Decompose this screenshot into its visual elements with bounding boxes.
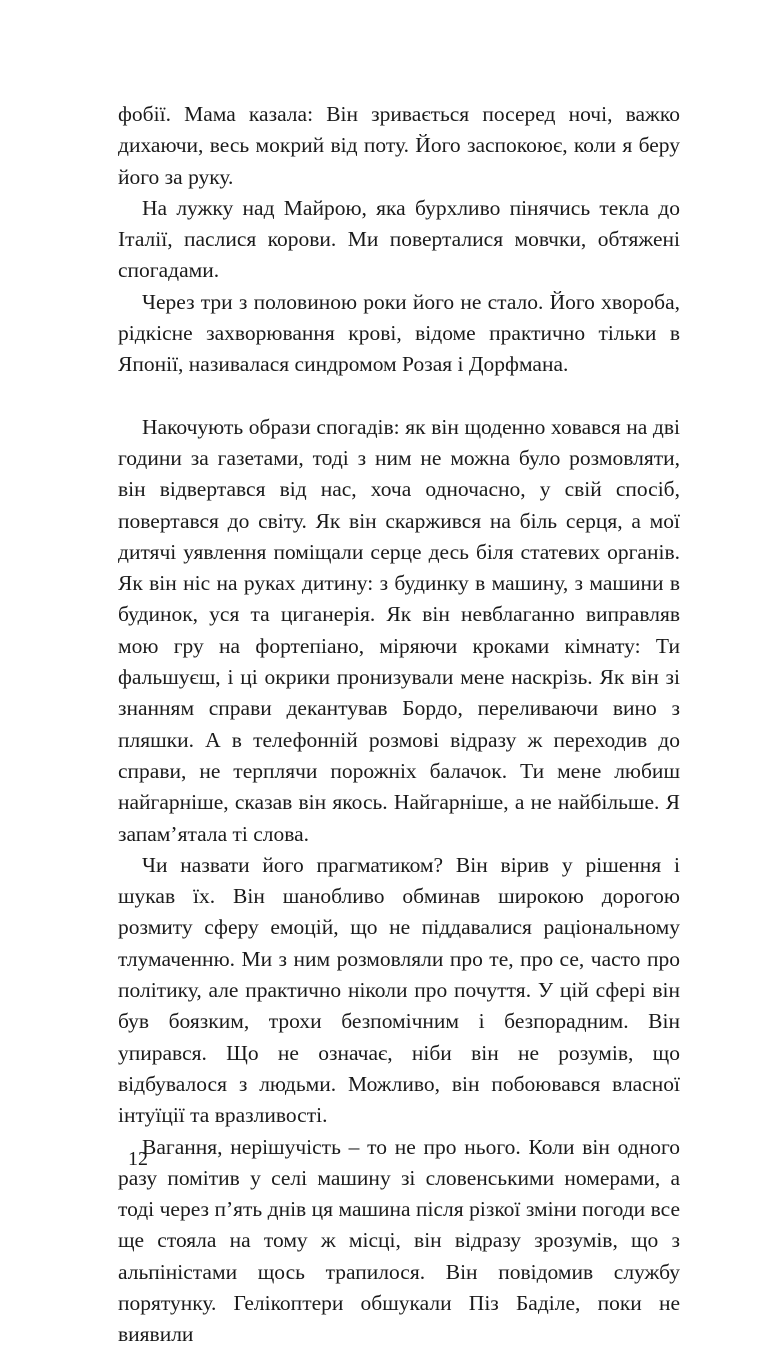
paragraph-pragmatist: Чи назвати його прагматиком? Він вірив у рішення і шукав їх. Він шанобливо обминав широкою дорогою розмиту сферу емоцій, що не піддавалися раціональному тлумаченню. Ми з ним розмовляли про те, про се, часто про політику, але практично ніколи про почуття. У цій сфері він був боязким, трохи безпомічним і безпорадним. Він упирався. Що не означає, ніби він не розумів, що відбувалося з людьми. Можливо, він побоювався власної інтуїції та вразливості. [118,852,680,1128]
paragraph-meadow: На лужку над Майрою, яка бурхливо пінячись текла до Італії, паслися корови. Ми поверталися мовчки, обтяжені спогадами. [118,195,680,283]
paragraph-illness: Через три з половиною роки його не стало. Його хвороба, рідкісне захворювання крові, відоме практично тільки в Японії, називалася синдромом Розая і Дорфмана. [118,289,680,377]
paragraph-memories: Накочують образи спогадів: як він щоденно ховався на дві години за газетами, тоді з ним не можна було розмовляти, він відвертався від нас, хоча одночасно, у свій спосіб, повертався до світу. Як він скаржився на біль серця, а мої дитячі уявлення поміщали серце десь біля статевих органів. Як він ніс на руках дитину: з будинку в машину, з машини в будинок, уся та циганерія. Як він невблаганно виправляв мою гру на фортепіано, міряючи кроками кімнату: Ти фальшуєш, і ці окрики пронизували мене наскрізь. Як він зі знанням справи декантував Бордо, переливаючи вино з пляшки. А в телефонній розмові відразу ж переходив до справи, не терплячи порожніх балачок. Ти мене любиш найгарніше, сказав він якось. Найгарніше, а не найбільше. Я запам’ятала ті слова. [118,414,680,846]
page-number: 12 [128,1148,148,1170]
paragraph-continuation: фобії. Мама казала: Він зривається посеред ночі, важко дихаючи, весь мокрий від поту. Його заспокоює, коли я беру його за руку. [118,102,680,189]
body-text [118,99,680,1351]
section-break [118,381,680,412]
paragraph-hesitation: Вагання, нерішучість – то не про нього. Коли він одного разу помітив у селі машину зі словенськими номерами, а тоді через п’ять днів ця машина після різкої зміни погоди все ще стояла на тому ж місці, він відразу зрозумів, що з альпіністами щось трапилося. Він повідомив службу порятунку. Гелікоптери обшукали Піз Баділе, поки не виявили [118,1134,680,1347]
